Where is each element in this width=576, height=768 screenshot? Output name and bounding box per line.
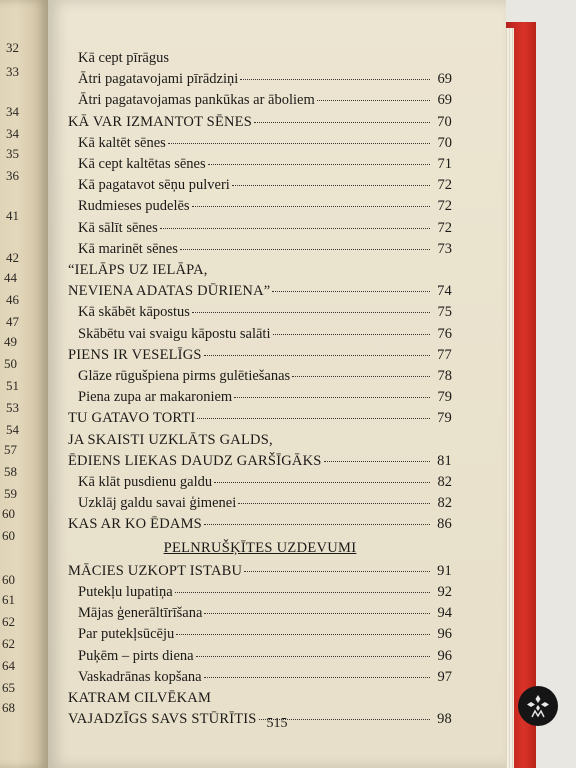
left-page-number: 51	[6, 378, 19, 393]
dot-leader	[196, 656, 430, 657]
dot-leader	[238, 503, 430, 504]
left-page-number: 35	[6, 146, 19, 161]
toc-entry	[68, 563, 452, 583]
left-page-number: 68	[2, 700, 15, 715]
dot-leader	[197, 418, 430, 419]
toc-entry	[78, 198, 452, 218]
toc-entry-page: 97	[437, 668, 452, 685]
dot-leader	[214, 482, 430, 483]
toc-entry-title: Uzklāj galdu savai ģimenei	[78, 495, 237, 512]
left-page-number: 58	[4, 464, 17, 479]
toc-entry	[78, 669, 452, 689]
toc-entry	[68, 283, 452, 303]
toc-entry-page: 82	[437, 474, 452, 490]
toc-entry	[68, 690, 452, 710]
dot-leader	[232, 185, 430, 186]
toc-entry-page: 91	[437, 562, 452, 579]
dot-leader	[272, 291, 430, 292]
toc-entry-page: 79	[437, 389, 452, 406]
toc-entry	[78, 584, 452, 604]
left-page-number: 33	[6, 64, 19, 79]
toc-entry-page: 70	[437, 113, 452, 130]
toc-entry	[68, 453, 452, 473]
toc-entry-title: KATRAM CILVĒKAM	[68, 690, 212, 706]
toc-entry	[78, 156, 452, 176]
left-page-number: 60	[2, 572, 15, 587]
toc-entry-page: 72	[437, 177, 452, 194]
toc-entry-page: 82	[437, 495, 452, 512]
left-page-number: 47	[6, 314, 19, 329]
left-page-numbers	[0, 0, 48, 768]
toc-entry-title: Kā marinēt sēnes	[78, 240, 178, 257]
section-heading	[68, 540, 452, 557]
dot-leader	[204, 524, 430, 525]
toc-entry-title: KĀ VAR IZMANTOT SĒNES	[68, 113, 252, 130]
toc-entry-title: TU GATAVO TORTI	[68, 410, 196, 427]
toc-entry-title: Vaskadrānas kopšana	[78, 668, 202, 685]
dot-leader	[204, 677, 430, 678]
toc-entry-page: 76	[437, 325, 452, 342]
dot-leader	[192, 312, 430, 313]
left-page-number: 34	[6, 126, 19, 141]
toc-entry	[78, 220, 452, 240]
left-page-number: 34	[6, 104, 19, 119]
toc-entry-page: 75	[437, 304, 452, 321]
toc-entry	[78, 241, 452, 261]
toc-entry-title: Par putekļsūcēju	[78, 626, 175, 643]
toc-entry-title: Ātri pagatavojamas pankūkas ar āboliem	[78, 92, 315, 109]
left-page-number: 44	[4, 270, 17, 285]
left-page-number: 50	[4, 356, 17, 371]
toc-entry-page: 79	[437, 410, 452, 427]
left-page-number: 42	[6, 250, 19, 265]
toc-entry	[78, 495, 452, 515]
page-number: 515	[266, 716, 288, 731]
toc-entry-title: Glāze rūgušpiena pirms gulētiešanas	[78, 368, 291, 384]
toc-entry-title: Ātri pagatavojami pīrādziņi	[78, 71, 239, 88]
left-page-number: 49	[4, 334, 17, 349]
toc-entry-title: Kā klāt pusdienu galdu	[78, 474, 213, 490]
left-page-number: 54	[6, 422, 19, 437]
toc-entry-title: ĒDIENS LIEKAS DAUDZ GARŠĪGĀKS	[68, 452, 322, 469]
toc-entry-page: 78	[437, 368, 452, 384]
dot-leader	[160, 228, 430, 229]
toc-entry-page: 73	[437, 240, 452, 257]
toc-entry-title: Kā kaltēt sēnes	[78, 134, 166, 151]
toc-entry-title: MĀCIES UZKOPT ISTABU	[68, 562, 243, 579]
left-page-number: 57	[4, 442, 17, 457]
toc-entry-page: 69	[437, 92, 452, 109]
dot-leader	[254, 122, 430, 123]
toc-entry-page: 72	[437, 219, 452, 236]
toc-entry-page: 72	[437, 198, 452, 215]
toc-entry	[68, 262, 452, 282]
dot-leader	[234, 397, 430, 398]
diamond-flower-icon	[518, 686, 558, 726]
toc-entry-page: 74	[437, 283, 452, 300]
toc-entry-title: Skābētu vai svaigu kāpostu salāti	[78, 325, 271, 342]
toc-entry	[78, 474, 452, 494]
left-page-number: 64	[2, 658, 15, 673]
left-page-number: 59	[4, 486, 17, 501]
left-page-number: 46	[6, 292, 19, 307]
toc-entry-title: JA SKAISTI UZKLĀTS GALDS,	[68, 431, 273, 448]
dot-leader	[176, 634, 430, 635]
toc-entry	[78, 648, 452, 668]
toc-entry-title: Putekļu lupatiņa	[78, 584, 173, 600]
toc-entry	[78, 71, 452, 91]
toc-entry-title: Rudmieses pudelēs	[78, 198, 190, 215]
toc-entry-page: 96	[437, 647, 452, 664]
toc-entry-page: 81	[437, 452, 452, 469]
toc-entry	[78, 605, 452, 625]
dot-leader	[168, 143, 430, 144]
toc-entry-title: VAJADZĪGS SAVS STŪRĪTIS	[68, 711, 257, 728]
toc-entry-title: Kā skābēt kāpostus	[78, 304, 190, 321]
toc-entry-title: “IELĀPS UZ IELĀPA,	[68, 262, 208, 278]
toc-entry	[68, 347, 452, 367]
dot-leader	[244, 571, 430, 572]
toc-entry	[78, 304, 452, 324]
toc-entry-page: 69	[437, 71, 452, 88]
left-page-number: 65	[2, 680, 15, 695]
toc-entry-title: Puķēm – pirts diena	[78, 647, 194, 664]
left-page-number: 62	[2, 636, 15, 651]
left-page-number: 36	[6, 168, 19, 183]
toc-entry-title: KAS AR KO ĒDAMS	[68, 516, 202, 533]
toc-entry-title: Mājas ģenerāltīrīšana	[78, 605, 203, 622]
left-page-number: 32	[6, 40, 19, 55]
toc-entry	[78, 177, 452, 197]
section-heading-text: PELNRUŠĶĪTES UZDEVUMI	[163, 539, 357, 556]
toc-entry	[78, 135, 452, 155]
left-page-number: 62	[2, 614, 15, 629]
toc-entry	[68, 432, 452, 452]
toc-entry	[78, 626, 452, 646]
right-page	[48, 0, 506, 768]
toc-entry	[78, 389, 452, 409]
toc-entry-page: 71	[437, 156, 452, 172]
toc-entry-title: Piena zupa ar makaroniem	[78, 389, 233, 406]
dot-leader	[208, 164, 430, 165]
toc-entry	[68, 114, 452, 134]
toc-entry	[78, 92, 452, 112]
toc-entry-page: 70	[437, 134, 452, 151]
toc-entry-page: 94	[437, 605, 452, 622]
left-page-number: 53	[6, 400, 19, 415]
toc-entry-page: 77	[437, 346, 452, 363]
toc-entry-title: Kā cept kaltētas sēnes	[78, 156, 206, 172]
toc-entry	[68, 516, 452, 536]
dot-leader	[175, 592, 430, 593]
dot-leader	[292, 376, 430, 377]
dot-leader	[204, 355, 430, 356]
left-page-number: 60	[2, 528, 15, 543]
toc-entry-title: Kā sālīt sēnes	[78, 219, 158, 236]
toc-entry-page: 92	[437, 584, 452, 600]
toc-entry-page: 96	[437, 626, 452, 643]
watermark-logo	[518, 686, 558, 726]
left-page-number: 61	[2, 592, 15, 607]
toc-entry-title: Kā cept pīrāgus	[78, 50, 169, 66]
dot-leader	[273, 334, 431, 335]
dot-leader	[324, 461, 430, 462]
toc-entry-title: PIENS IR VESELĪGS	[68, 346, 202, 363]
toc-entry	[78, 326, 452, 346]
toc-entry-title: NEVIENA ADATAS DŪRIENA”	[68, 283, 271, 300]
left-page-number: 41	[6, 208, 19, 223]
toc-entry	[78, 50, 452, 70]
dot-leader	[192, 206, 430, 207]
dot-leader	[240, 79, 430, 80]
toc-entry-page: 98	[437, 711, 452, 728]
toc-entry-title: Kā pagatavot sēņu pulveri	[78, 177, 230, 194]
toc-entry	[68, 410, 452, 430]
dot-leader	[204, 613, 430, 614]
left-page-number: 60	[2, 506, 15, 521]
toc-entry	[78, 368, 452, 388]
toc-entry-page: 86	[437, 516, 452, 533]
dot-leader	[317, 100, 430, 101]
dot-leader	[180, 249, 430, 250]
